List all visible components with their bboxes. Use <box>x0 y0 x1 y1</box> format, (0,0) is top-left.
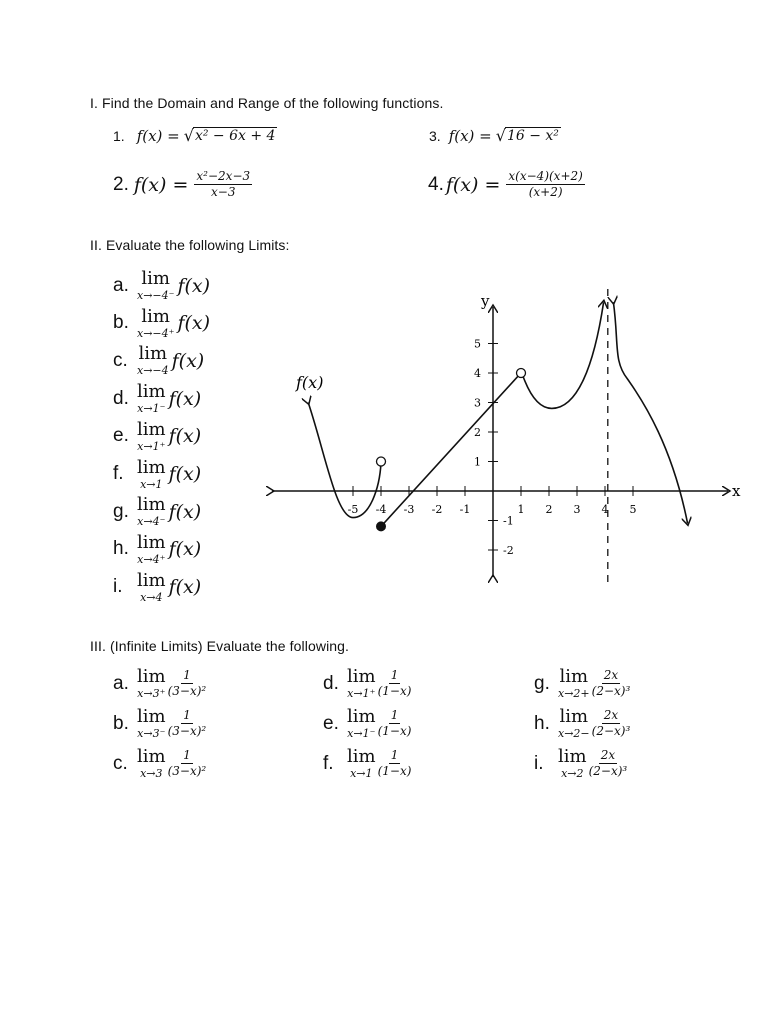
limit-subscript: x→2− <box>558 727 590 740</box>
limit-operator <box>137 496 166 527</box>
problem-3 <box>429 126 561 145</box>
problem-number: 3. <box>429 127 441 144</box>
radicand: 16 − x² <box>506 128 559 144</box>
denominator: (2−x)³ <box>591 684 631 698</box>
problem-number: 2. <box>113 173 129 195</box>
limit-subscript: x→1⁺ <box>137 439 166 453</box>
radical-sign: √ <box>495 126 506 145</box>
fraction <box>194 170 252 199</box>
numerator: 2x <box>602 669 620 684</box>
numerator: 2x <box>599 749 617 764</box>
item-letter: c. <box>113 752 128 774</box>
limit-operator <box>137 748 166 779</box>
limit-expression: f(x) <box>168 387 202 410</box>
x-axis-label: x <box>732 482 741 500</box>
denominator: (x+2) <box>528 185 563 200</box>
x-tick-label: -4 <box>375 503 387 516</box>
denominator: (1−x) <box>377 764 412 778</box>
fraction <box>168 749 207 778</box>
limit-item <box>113 496 201 527</box>
limit-subscript: x→4 <box>140 590 163 604</box>
item-letter: b. <box>113 712 129 734</box>
section2-title: II. Evaluate the following Limits: <box>90 237 290 253</box>
item-letter: i. <box>113 576 123 598</box>
numerator: 2x <box>602 709 620 724</box>
limit-subscript: x→1 <box>140 477 163 491</box>
limit-subscript: x→−4⁻ <box>137 289 175 302</box>
limit-item <box>113 383 201 414</box>
x-tick-label: 5 <box>629 503 637 516</box>
limit-item <box>113 418 202 453</box>
limit-operator <box>558 708 590 739</box>
limit-operator <box>137 456 166 491</box>
item-letter: b. <box>113 312 129 334</box>
limit-expression: f(x) <box>168 425 202 448</box>
problem-2 <box>113 170 252 199</box>
item-letter: h. <box>113 538 129 560</box>
numerator: 1 <box>389 669 401 684</box>
infinite-limit-item <box>534 708 630 739</box>
radical-sign: √ <box>183 126 194 145</box>
limit-subscript: x→−4⁺ <box>137 326 175 340</box>
x-tick-label: 1 <box>517 503 525 516</box>
denominator: (3−x)² <box>167 684 207 698</box>
problem-4 <box>428 170 585 199</box>
curve-left-parabola <box>308 403 381 518</box>
y-tick-label: 1 <box>474 455 481 469</box>
numerator: 1 <box>389 749 401 764</box>
numerator: 1 <box>181 669 193 684</box>
limit-subscript: x→1⁻ <box>137 402 166 416</box>
infinite-limit-item <box>534 748 627 779</box>
fraction <box>168 709 207 738</box>
limit-subscript: x→−4 <box>137 364 169 378</box>
infinite-limit-item <box>113 748 206 779</box>
lim-word: lim <box>137 666 166 687</box>
infinite-limit-item <box>323 708 411 739</box>
function-lhs: f(x) = <box>136 126 180 145</box>
item-letter: d. <box>323 672 339 694</box>
limit-operator <box>347 748 376 779</box>
item-letter: e. <box>323 712 339 734</box>
lim-word: lim <box>137 418 166 440</box>
lim-word: lim <box>347 666 376 687</box>
lim-word: lim <box>137 381 166 403</box>
y-tick-label: -1 <box>503 514 514 528</box>
limit-operator <box>558 748 587 779</box>
open-point <box>517 369 526 378</box>
x-tick-label: 2 <box>545 503 553 516</box>
item-letter: f. <box>323 752 334 774</box>
item-letter: h. <box>534 712 550 734</box>
denominator: x−3 <box>211 185 236 200</box>
function-lhs: f(x) = <box>445 173 501 196</box>
denominator: (3−x)² <box>167 764 207 778</box>
limit-item <box>113 305 211 340</box>
limit-operator <box>137 418 166 453</box>
limit-subscript: x→3 <box>140 767 163 780</box>
numerator: 1 <box>181 709 193 724</box>
numerator: x(x−4)(x+2) <box>506 170 584 185</box>
function-label: f(x) <box>296 373 324 392</box>
x-tick-label: -2 <box>431 503 443 516</box>
x-tick-label: -3 <box>403 503 415 516</box>
lim-word: lim <box>141 268 171 289</box>
problem-number: 4. <box>428 173 444 195</box>
curve-middle-section <box>522 302 603 408</box>
y-tick-label: 3 <box>474 396 481 410</box>
limit-expression: f(x) <box>177 274 211 297</box>
lim-word: lim <box>137 456 166 478</box>
fraction <box>378 669 412 698</box>
fraction <box>168 669 207 698</box>
limit-operator <box>137 531 166 566</box>
infinite-limit-item <box>323 748 411 779</box>
limit-expression: f(x) <box>168 500 202 523</box>
limit-item <box>113 345 204 376</box>
limit-operator <box>137 383 166 414</box>
limit-subscript: x→1 <box>350 767 373 780</box>
fraction <box>589 749 628 778</box>
limit-subscript: x→2+ <box>558 687 590 700</box>
lim-word: lim <box>137 494 166 516</box>
limit-operator <box>347 708 376 739</box>
limit-operator <box>137 305 175 340</box>
numerator: 1 <box>389 709 401 724</box>
fraction <box>592 709 631 738</box>
lim-word: lim <box>141 305 171 327</box>
limit-expression: f(x) <box>168 463 202 485</box>
limit-subscript: x→1⁻ <box>347 727 376 740</box>
lim-word: lim <box>137 746 166 767</box>
y-tick-label: 2 <box>474 426 481 439</box>
denominator: (2−x)³ <box>591 724 631 738</box>
lim-word: lim <box>347 746 376 767</box>
open-point <box>377 457 386 466</box>
limit-item <box>113 270 210 301</box>
limit-subscript: x→2 <box>561 767 584 780</box>
limit-item <box>113 531 202 566</box>
fraction <box>378 709 412 738</box>
limit-expression: f(x) <box>168 538 202 561</box>
y-tick-label: 5 <box>474 337 481 351</box>
limit-operator <box>137 708 166 739</box>
function-graph <box>260 285 750 590</box>
item-letter: g. <box>113 500 129 522</box>
limit-expression: f(x) <box>171 349 205 372</box>
y-axis-label: y <box>481 292 490 310</box>
problem-1 <box>113 126 277 145</box>
infinite-limit-item <box>113 708 206 739</box>
limit-subscript: x→3⁺ <box>137 687 166 700</box>
lim-word: lim <box>137 706 166 727</box>
x-tick-label: 4 <box>601 503 609 516</box>
item-letter: f. <box>113 463 124 484</box>
infinite-limit-item <box>323 668 411 699</box>
function-lhs: f(x) = <box>448 126 492 145</box>
limit-operator <box>137 270 174 301</box>
lim-word: lim <box>137 531 166 553</box>
curve-linear-segment <box>381 374 520 526</box>
limit-subscript: x→4⁺ <box>137 552 166 566</box>
lim-word: lim <box>138 343 168 365</box>
limit-operator <box>137 668 166 699</box>
limit-expression: f(x) <box>168 576 202 599</box>
limit-operator <box>347 668 376 699</box>
denominator: (1−x) <box>377 724 412 738</box>
infinite-limit-item <box>113 668 206 699</box>
limit-operator <box>137 345 169 376</box>
limit-operator <box>558 668 590 699</box>
item-letter: g. <box>534 672 550 694</box>
denominator: (3−x)² <box>167 724 207 738</box>
item-letter: i. <box>534 752 544 774</box>
item-letter: c. <box>113 349 128 371</box>
problem-number: 1. <box>113 127 125 144</box>
denominator: (2−x)³ <box>588 764 628 778</box>
y-tick-label: -2 <box>503 544 514 557</box>
limit-expression: f(x) <box>177 312 211 335</box>
numerator: x²−2x−3 <box>194 170 252 185</box>
limit-subscript: x→3⁻ <box>137 727 166 740</box>
infinite-limit-item <box>534 668 630 699</box>
lim-word: lim <box>559 706 589 727</box>
item-letter: a. <box>113 672 129 694</box>
x-tick-label: -5 <box>347 503 359 516</box>
limit-subscript: x→1⁺ <box>347 687 376 700</box>
lim-word: lim <box>137 569 166 591</box>
lim-word: lim <box>347 706 376 727</box>
closed-point <box>377 522 386 531</box>
y-tick-label: 4 <box>474 367 481 380</box>
lim-word: lim <box>558 746 587 767</box>
function-lhs: f(x) = <box>133 173 189 196</box>
denominator: (1−x) <box>377 684 412 698</box>
infinite-limits-grid <box>113 668 713 798</box>
limit-operator <box>137 569 166 604</box>
item-letter: d. <box>113 387 129 409</box>
limit-subscript: x→4⁻ <box>137 515 166 529</box>
x-tick-label: 3 <box>573 503 581 516</box>
lim-word: lim <box>559 666 589 687</box>
section1-title: I. Find the Domain and Range of the following functions. <box>90 95 444 111</box>
section3-title: III. (Infinite Limits) Evaluate the following. <box>90 638 350 654</box>
x-tick-label: -1 <box>459 503 471 516</box>
radicand: x² − 6x + 4 <box>194 128 276 144</box>
fraction <box>506 170 584 199</box>
item-letter: e. <box>113 425 129 447</box>
fraction <box>378 749 412 778</box>
fraction <box>592 669 631 698</box>
numerator: 1 <box>181 749 193 764</box>
limit-item <box>113 569 202 604</box>
limit-item <box>113 456 202 491</box>
item-letter: a. <box>113 274 129 296</box>
